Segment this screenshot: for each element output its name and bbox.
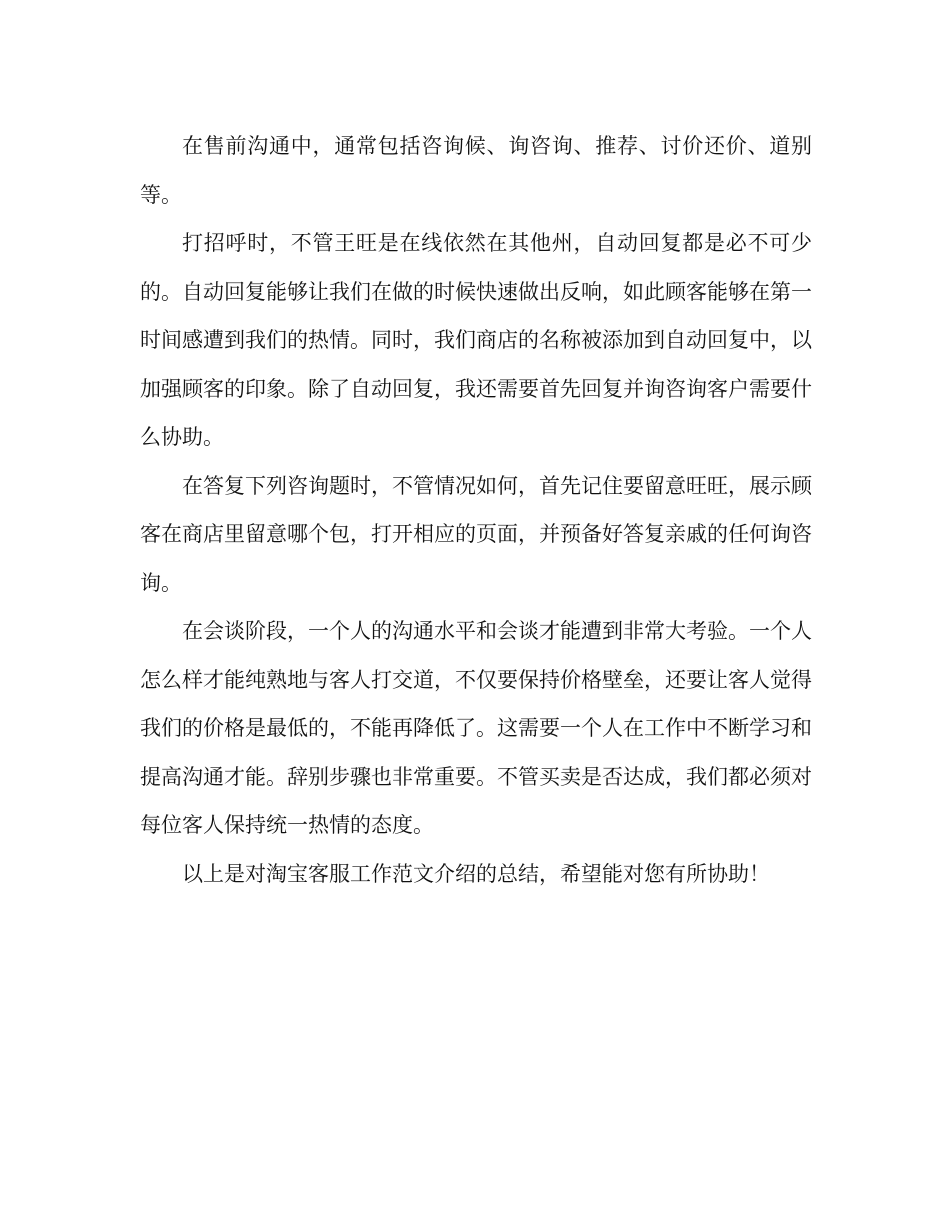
paragraph-greeting: 打招呼时，不管王旺是在线依然在其他州，自动回复都是必不可少的。自动回复能够让我们在做的时候快速做出反响，如此顾客能够在第一时间感遭到我们的热情。同时，我们商店的名称被添加到自动回复中，以加强顾客的印象。除了自动回复，我还需要首先回复并询咨询客户需要什么协助。 [140,231,812,449]
paragraph-summary: 以上是对淘宝客服工作范文介绍的总结，希望能对您有所协助！ [182,861,770,886]
paragraph-negotiation: 在会谈阶段，一个人的沟通水平和会谈才能遭到非常大考验。一个人怎么样才能纯熟地与客人打交道，不仅要保持价格壁垒，还要让客人觉得我们的价格是最低的，不能再降低了。这需要一个人在工作中不断学习和提高沟通才能。辞别步骤也非常重要。不管买卖是否达成，我们都必须对每位客人保持统一热情的态度。 [140,619,812,837]
paragraph-answering: 在答复下列咨询题时，不管情况如何，首先记住要留意旺旺，展示顾客在商店里留意哪个包，打开相应的页面，并预备好答复亲戚的任何询咨询。 [140,473,812,595]
document-body [140,122,812,898]
paragraph-pre-sale: 在售前沟通中，通常包括咨询候、询咨询、推荐、讨价还价、道别等。 [140,134,812,207]
